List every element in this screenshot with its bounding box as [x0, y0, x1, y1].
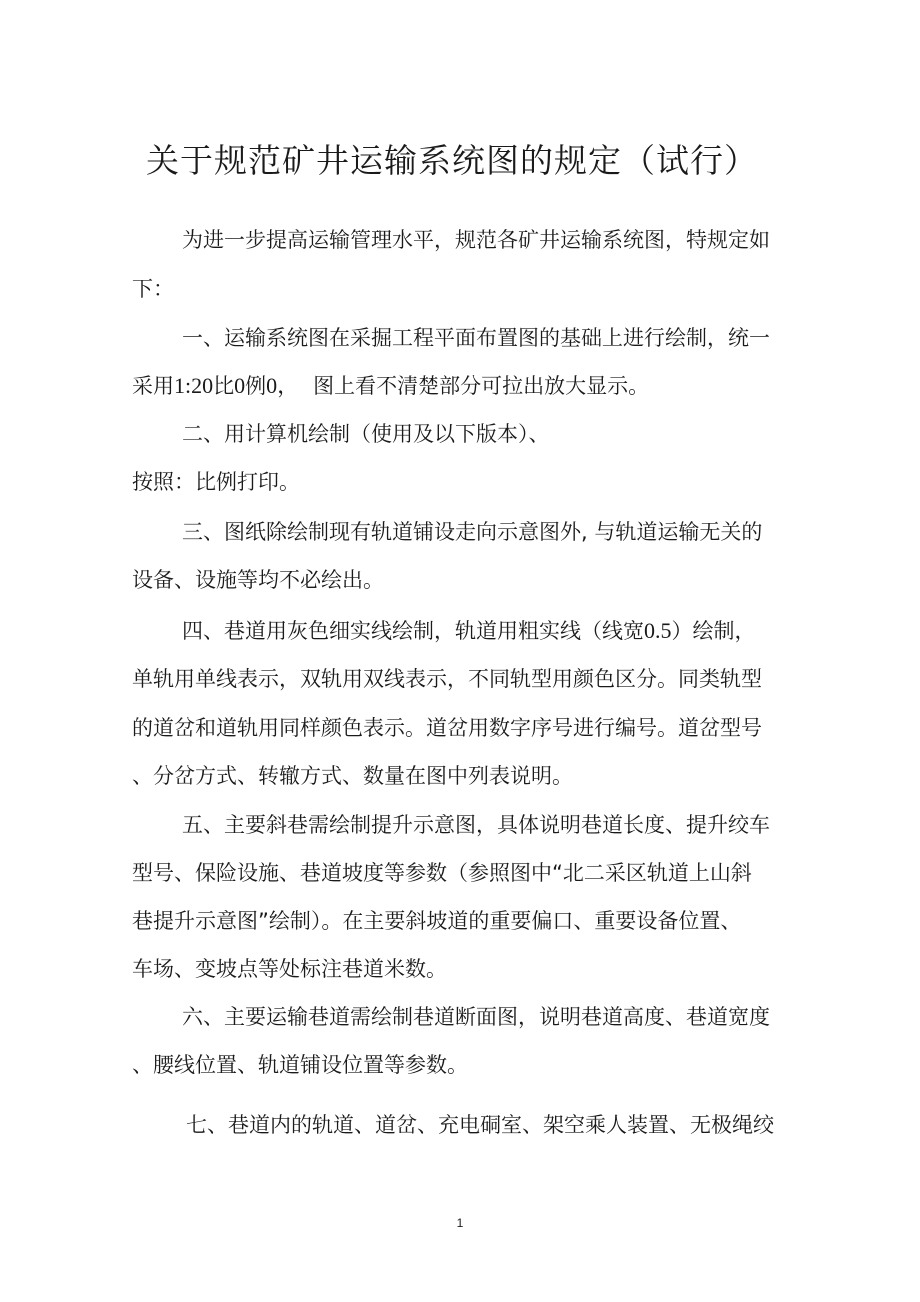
item5-line-1: 五、主要斜巷需绘制提升示意图，具体说明巷道长度、提升绞车 [182, 813, 770, 837]
item2-line-1: 二、用计算机绘制（使用及以下版本）、 [182, 422, 550, 446]
item1-suffix: 图上看不清楚部分可拉出放大显示。 [313, 374, 650, 398]
item1-line-1: 一、运输系统图在采掘工程平面布置图的基础上进行绘制，统一 [182, 326, 770, 350]
item4-prefix: 四、巷道用灰色细实线绘制，轨道用粗实线（线宽 [182, 619, 644, 643]
item2-line-2: 按照：比例打印。 [132, 470, 300, 494]
item3-line-1: 三、图纸除绘制现有轨道铺设走向示意图外, 与轨道运输无关的 [182, 520, 763, 544]
item1-zero2: 0， [266, 373, 300, 398]
item1-line-2 [132, 373, 649, 399]
item4-line-2: 单轨用单线表示，双轨用双线表示，不同轨型用颜色区分。同类轨型 [132, 667, 762, 691]
line-width-value: 0.5 [644, 618, 672, 643]
item6-line-1: 六、主要运输巷道需绘制巷道断面图，说明巷道高度、巷道宽度 [182, 1005, 770, 1029]
page-number: 1 [456, 1216, 464, 1230]
item1-mid2: 例 [245, 374, 267, 398]
document-title: 关于规范矿井运输系统图的规定（试行） [146, 141, 758, 180]
item5-line-4: 车场、变坡点等处标注巷道米数。 [132, 957, 447, 981]
item1-prefix: 采用 [132, 374, 174, 398]
item4-suffix: ）绘制， [671, 619, 756, 643]
item1-mid1: 比 [213, 374, 235, 398]
item4-line-1 [182, 618, 756, 644]
item3-line-2: 设备、设施等均不必绘出。 [132, 568, 384, 592]
intro-line-2: 下： [132, 277, 174, 301]
item1-zero1: 0 [234, 373, 246, 398]
item4-line-3: 的道岔和道轨用同样颜色表示。道岔用数字序号进行编号。道岔型号 [132, 716, 762, 740]
intro-line-1: 为进一步提高运输管理水平，规范各矿井运输系统图，特规定如 [182, 228, 770, 252]
item7-line-1: 七、巷道内的轨道、道岔、充电硐室、架空乘人装置、无极绳绞 [186, 1113, 774, 1137]
item6-line-2: 、腰线位置、轨道铺设位置等参数。 [132, 1053, 468, 1077]
item4-line-4: 、分岔方式、转辙方式、数量在图中列表说明。 [132, 764, 573, 788]
item5-line-3: 巷提升示意图”绘制）。在主要斜坡道的重要偏口、重要设备位置、 [132, 909, 742, 933]
scale-value: 1:20 [174, 373, 214, 398]
item5-line-2: 型号、保险设施、巷道坡度等参数（参照图中“北二采区轨道上山斜 [132, 861, 752, 885]
